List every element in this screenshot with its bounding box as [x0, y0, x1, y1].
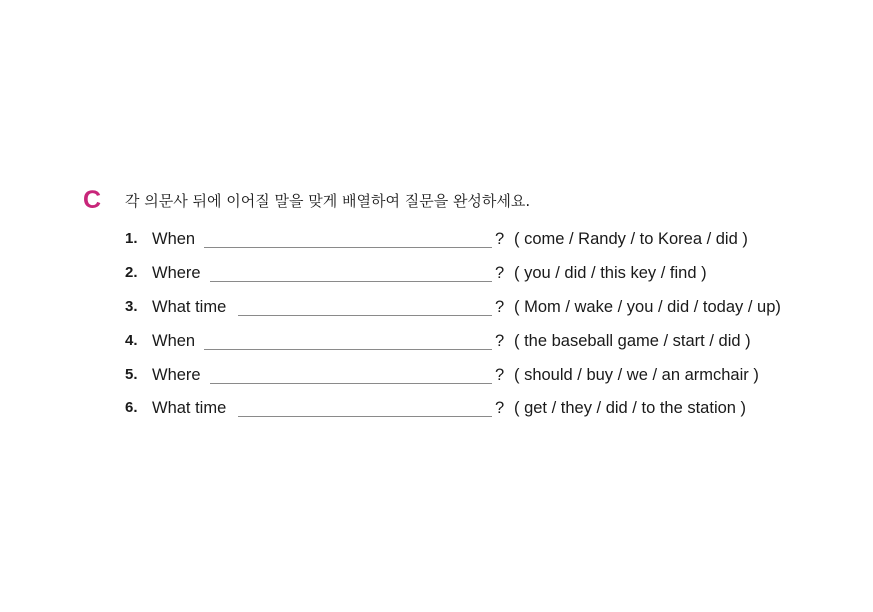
item-number: 1.	[125, 230, 138, 247]
item-number: 4.	[125, 332, 138, 349]
section-letter: C	[83, 186, 102, 214]
item-number: 2.	[125, 264, 138, 281]
word-hint: ( get / they / did / to the station )	[514, 399, 747, 417]
item-number: 3.	[125, 298, 138, 315]
question-mark: ?	[495, 298, 505, 316]
item-stem: What time	[152, 298, 227, 316]
word-hint: ( should / buy / we / an armchair )	[514, 366, 759, 384]
answer-blank[interactable]	[238, 416, 492, 417]
question-mark: ?	[495, 399, 505, 417]
item-stem: Where	[152, 366, 201, 384]
answer-blank[interactable]	[204, 349, 492, 350]
item-number: 5.	[125, 366, 138, 383]
word-hint: ( the baseball game / start / did )	[514, 332, 751, 350]
instruction-text: 각 의문사 뒤에 이어질 말을 맞게 배열하여 질문을 완성하세요.	[125, 192, 531, 210]
item-stem: Where	[152, 264, 201, 282]
question-mark: ?	[495, 230, 505, 248]
exercise-item-4	[0, 329, 873, 353]
item-stem: When	[152, 230, 196, 248]
word-hint: ( you / did / this key / find )	[514, 264, 707, 282]
exercise-item-1	[0, 227, 873, 251]
answer-blank[interactable]	[238, 315, 492, 316]
word-hint: ( come / Randy / to Korea / did )	[514, 230, 748, 248]
answer-blank[interactable]	[204, 247, 492, 248]
question-mark: ?	[495, 366, 505, 384]
question-mark: ?	[495, 264, 505, 282]
exercise-item-2	[0, 261, 873, 285]
exercise-item-3	[0, 295, 873, 319]
exercise-item-6	[0, 396, 873, 420]
item-stem: What time	[152, 399, 227, 417]
item-number: 6.	[125, 399, 138, 416]
answer-blank[interactable]	[210, 383, 492, 384]
answer-blank[interactable]	[210, 281, 492, 282]
word-hint: ( Mom / wake / you / did / today / up)	[514, 298, 781, 316]
exercise-item-5	[0, 363, 873, 387]
question-mark: ?	[495, 332, 505, 350]
item-stem: When	[152, 332, 196, 350]
